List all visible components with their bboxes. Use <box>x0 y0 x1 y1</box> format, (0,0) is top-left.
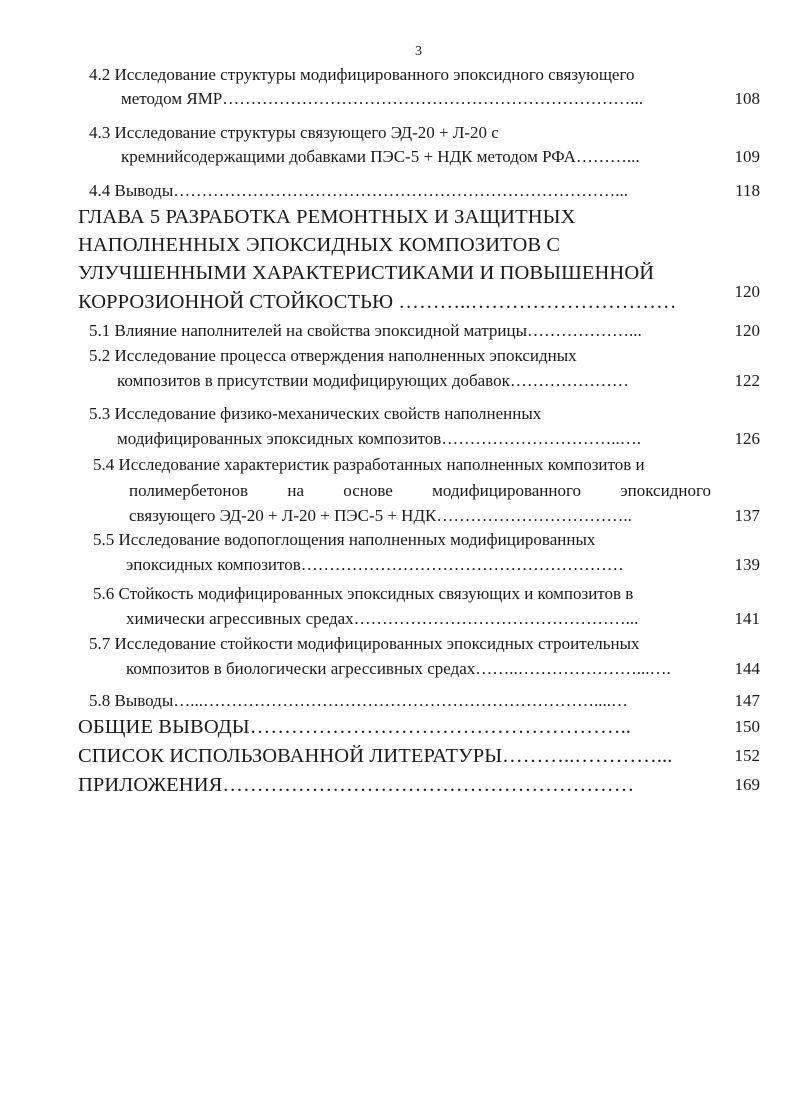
toc-page-number: 144 <box>734 659 760 678</box>
toc-page-number: 120 <box>734 321 760 340</box>
toc-entry-line: ОБЩИЕ ВЫВОДЫ……………………………………………….. <box>78 716 632 738</box>
toc-entry-line: кремнийсодержащими добавками ПЭС-5 + НДК методом РФА………... <box>121 147 640 166</box>
toc-page-number: 139 <box>734 555 760 574</box>
toc-entry-line: 5.3 Исследование физико-механических свойств наполненных <box>89 404 542 423</box>
toc-entry-line: 5.5 Исследование водопоглощения наполненных модифицированных <box>93 530 596 549</box>
toc-entry-line: композитов в биологически агрессивных средах……..…………………...…. <box>126 659 671 678</box>
toc-page-number: 137 <box>734 506 760 525</box>
toc-entry-line: СПИСОК ИСПОЛЬЗОВАННОЙ ЛИТЕРАТУРЫ………..…………... <box>78 745 673 767</box>
toc-page-number: 150 <box>734 717 760 736</box>
toc-page-number: 122 <box>734 371 760 390</box>
chapter-heading-line: ГЛАВА 5 РАЗРАБОТКА РЕМОНТНЫХ И ЗАЩИТНЫХ <box>78 206 576 228</box>
toc-entry-line: 5.8 Выводы…...……………………………………………………………....… <box>89 691 629 710</box>
toc-page-number: 152 <box>734 746 760 765</box>
toc-page-number: 147 <box>734 691 760 710</box>
toc-page-number: 141 <box>734 609 760 628</box>
toc-entry-line: 4.4 Выводы……………………………………………………………………... <box>89 181 629 200</box>
toc-entry-line: 5.7 Исследование стойкости модифицированных эпоксидных строительных <box>89 634 640 653</box>
chapter-heading-line: УЛУЧШЕННЫМИ ХАРАКТЕРИСТИКАМИ И ПОВЫШЕННОЙ <box>78 262 655 284</box>
toc-entry-line: методом ЯМР………………………………………………………………... <box>121 89 644 108</box>
toc-page-number: 109 <box>734 147 760 166</box>
toc-entry-line: 5.6 Стойкость модифицированных эпоксидных связующих и композитов в <box>93 584 634 603</box>
toc-entry-line: полимербетонов на основе модифицированного эпоксидного <box>129 481 711 500</box>
page-number: 3 <box>415 44 422 59</box>
toc-entry-line: 5.4 Исследование характеристик разработанных наполненных композитов и <box>93 455 645 474</box>
toc-entry-line: 5.1 Влияние наполнителей на свойства эпоксидной матрицы………………... <box>89 321 642 340</box>
toc-entry-line: модифицированных эпоксидных композитов…………………………..…. <box>117 429 642 448</box>
toc-entry-line: 5.2 Исследование процесса отверждения наполненных эпоксидных <box>89 346 577 365</box>
toc-entry-line: 4.3 Исследование структуры связующего ЭД-20 + Л-20 с <box>89 123 499 142</box>
toc-page-number: 126 <box>734 429 760 448</box>
toc-entry-line: химически агрессивных средах…………………………………………... <box>126 609 639 628</box>
toc-entry-line: 4.2 Исследование структуры модифицированного эпоксидного связующего <box>89 65 635 84</box>
toc-page-number: 169 <box>734 775 760 794</box>
toc-entry-line: ПРИЛОЖЕНИЯ…………………………………………………… <box>78 774 635 796</box>
toc-page-number: 120 <box>734 282 760 301</box>
chapter-heading-line: НАПОЛНЕННЫХ ЭПОКСИДНЫХ КОМПОЗИТОВ С <box>78 234 561 256</box>
toc-entry-line: эпоксидных композитов………………………………………………… <box>126 555 624 574</box>
chapter-heading-line: КОРРОЗИОННОЙ СТОЙКОСТЬЮ ………..………………………… <box>78 291 677 313</box>
toc-page-number: 108 <box>734 89 760 108</box>
toc-entry-line: композитов в присутствии модифицирующих добавок………………… <box>117 371 629 390</box>
toc-page-number: 118 <box>735 181 760 200</box>
toc-entry-line: связующего ЭД-20 + Л-20 + ПЭС-5 + НДК…………………………….. <box>129 506 632 525</box>
